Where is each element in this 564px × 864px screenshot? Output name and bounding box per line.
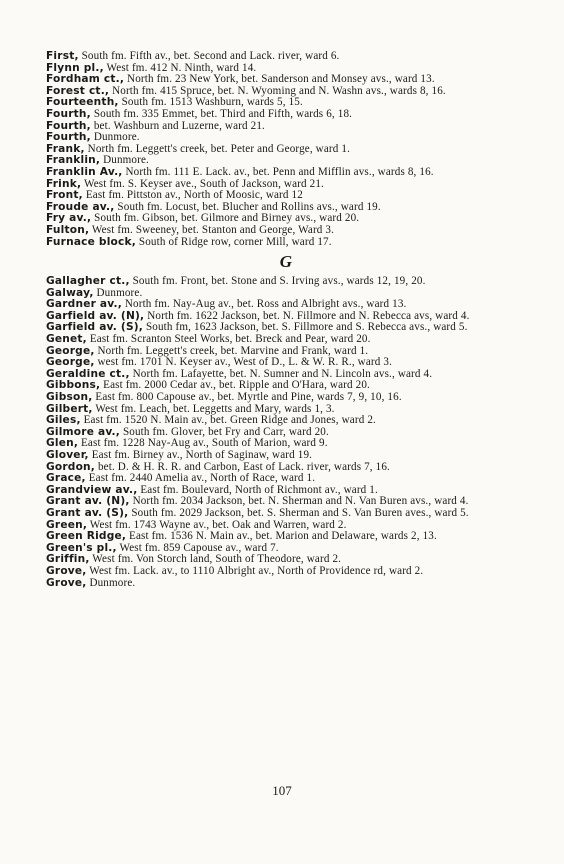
street-name: Frank, [46,142,85,155]
street-description: West fm. 1743 Wayne av., bet. Oak and Warren, ward 2. [87,518,347,531]
street-name: Front, [46,189,83,202]
street-name: Flynn pl., [46,61,104,74]
street-name: Grace, [46,472,86,485]
street-description: South fm. Gibson, bet. Gilmore and Birney avs., ward 20. [91,212,360,225]
street-description: South fm. 335 Emmet, bet. Third and Fifth, wards 6, 18. [90,107,353,120]
street-name: Giles, [46,414,81,427]
street-name: First, [46,50,79,62]
street-description: East fm. 2000 Cedar av., bet. Ripple and O'Hara, ward 20. [100,379,370,392]
street-description: Dunmore. [90,131,140,144]
street-description: East fm. 1536 N. Main av., bet. Marion and Delaware, wards 2, 13. [126,530,437,543]
street-name: Fourth, [46,107,91,120]
street-description: North fm. 1622 Jackson, bet. N. Fillmore and N. Rebecca avs, ward 4. [144,309,470,322]
street-description: North fm. Lafayette, bet. N. Sumner and N. Lincoln avs., ward 4. [129,367,433,380]
street-name: Fulton, [46,223,90,236]
street-name: Gallagher ct., [46,275,130,288]
street-name: Green, [46,518,88,531]
street-description: East fm. 800 Capouse av., bet. Myrtle and Pine, wards 7, 9, 10, 16. [92,391,402,404]
street-name: Grandview av., [46,483,138,496]
street-description: bet. D. & H. R. R. and Carbon, East of Lack. river, wards 7, 16. [95,460,390,473]
street-description: East fm. Pittston av., North of Moosic, ward 12 [82,189,303,202]
street-description: West fm. Von Storch land, South of Theodore, ward 2. [89,553,342,566]
street-description: Dunmore. [100,154,149,167]
street-description: West fm. 412 N. Ninth, ward 14. [103,61,257,74]
f-street-list [30,51,542,248]
street-name: Genet, [46,333,87,346]
street-name: Glover, [46,449,89,461]
street-name: George, [46,344,95,357]
street-name: Fourth, [46,131,91,144]
street-description: North fm. Leggett's creek, bet. Peter and George, ward 1. [84,142,351,155]
street-name: Gibbons, [46,379,101,392]
street-name: Fry av., [46,212,92,225]
g-street-list [30,276,542,589]
street-description: North fm. 2034 Jackson, bet. N. Sherman and N. Van Buren avs., ward 4. [129,495,469,508]
street-directory-column [30,51,542,589]
street-description: East fm. Birney av., North of Saginaw, ward 19. [88,449,313,461]
street-name: Green Ridge, [46,530,127,543]
street-description: West fm. Sweeney, bet. Stanton and George, Ward 3. [89,223,335,236]
street-name: Garfield av. (S), [46,321,144,334]
street-description: South fm. Front, bet. Stone and S. Irving avs., wards 12, 19, 20. [129,275,426,288]
street-description: West fm. 859 Capouse av., ward 7. [116,541,279,554]
street-description: Dunmore. [86,576,136,589]
street-name: Glen, [46,437,79,450]
street-description: South fm. Fifth av., bet. Second and Lack. river, ward 6. [78,50,340,62]
street-description: South fm. 2029 Jackson, bet. S. Sherman and S. Van Buren aves., ward 5. [128,506,469,519]
street-description: Dunmore. [93,286,143,299]
street-description: East fm. Boulevard, North of Richmont av., ward 1. [137,483,378,496]
street-name: Furnace block, [46,235,136,248]
page-number: 107 [272,783,292,798]
street-description: South fm. Glover, bet Fry and Carr, ward 20. [120,425,329,438]
street-name: Franklin, [46,154,101,167]
street-description: East fm. 1228 Nay-Aug av., South of Marion, ward 9. [78,437,328,450]
street-name: Grove, [46,576,87,589]
street-name: Gilbert, [46,402,93,415]
street-name: Frink, [46,177,82,190]
street-name: George, [46,356,95,369]
street-name: Fourth, [46,119,91,132]
street-name: Grant av. (S), [46,506,129,519]
street-description: west fm. 1701 N. Keyser av., West of D., L. & W. R. R., ward 3. [94,356,392,369]
street-entry [30,237,542,249]
street-description: bet. Washburn and Luzerne, ward 21. [90,119,265,132]
street-description: East fm. Scranton Steel Works, bet. Breck and Pear, ward 20. [86,333,371,346]
street-description: North fm. Nay-Aug av., bet. Ross and Albright avs., ward 13. [121,298,407,311]
street-description: South fm. 1513 Washburn, wards 5, 15. [118,96,303,109]
street-name: Gilmore av., [46,425,121,438]
street-name: Franklin Av., [46,165,123,178]
street-description: North fm. 23 New York, bet. Sanderson and Monsey avs., ward 13. [124,73,435,86]
street-description: West fm. Lack. av., to 1110 Albright av., North of Providence rd, ward 2. [86,564,424,577]
street-description: West fm. Leach, bet. Leggetts and Mary, wards 1, 3. [92,402,335,415]
street-name: Forest ct., [46,84,110,97]
street-name: Green's pl., [46,541,117,554]
street-description: North fm. 415 Spruce, bet. N. Wyoming and N. Washn avs., wards 8, 16. [109,84,446,97]
street-description: East fm. 2440 Amelia av., North of Race, ward 1. [85,472,316,485]
street-entry [30,578,542,590]
street-name: Grant av. (N), [46,495,130,508]
street-name: Froude av., [46,200,115,213]
street-name: Garfield av. (N), [46,309,145,322]
street-description: South fm. Locust, bet. Blucher and Rollins avs., ward 19. [114,200,381,213]
street-name: Fourteenth, [46,96,119,109]
street-name: Galway, [46,286,94,299]
street-description: East fm. 1520 N. Main av., bet. Green Ridge and Jones, ward 2. [80,414,376,427]
street-name: Griffin, [46,553,90,566]
street-name: Gibson, [46,391,93,404]
street-name: Grove, [46,564,87,577]
street-name: Gardner av., [46,298,122,311]
street-name: Geraldine ct., [46,367,130,380]
street-name: Gordon, [46,460,96,473]
section-letter-heading: G [279,252,293,272]
street-description: South of Ridge row, corner Mill, ward 17. [135,235,332,248]
street-description: North fm. Leggett's creek, bet. Marvine and Frank, ward 1. [94,344,369,357]
street-description: North fm. 111 E. Lack. av., bet. Penn and Mifflin avs., wards 8, 16. [122,165,434,178]
street-description: South fm, 1623 Jackson, bet. S. Fillmore and S. Rebecca avs., ward 5. [143,321,468,334]
street-description: West fm. S. Keyser ave., South of Jackson, ward 21. [81,177,324,190]
street-name: Fordham ct., [46,73,125,86]
